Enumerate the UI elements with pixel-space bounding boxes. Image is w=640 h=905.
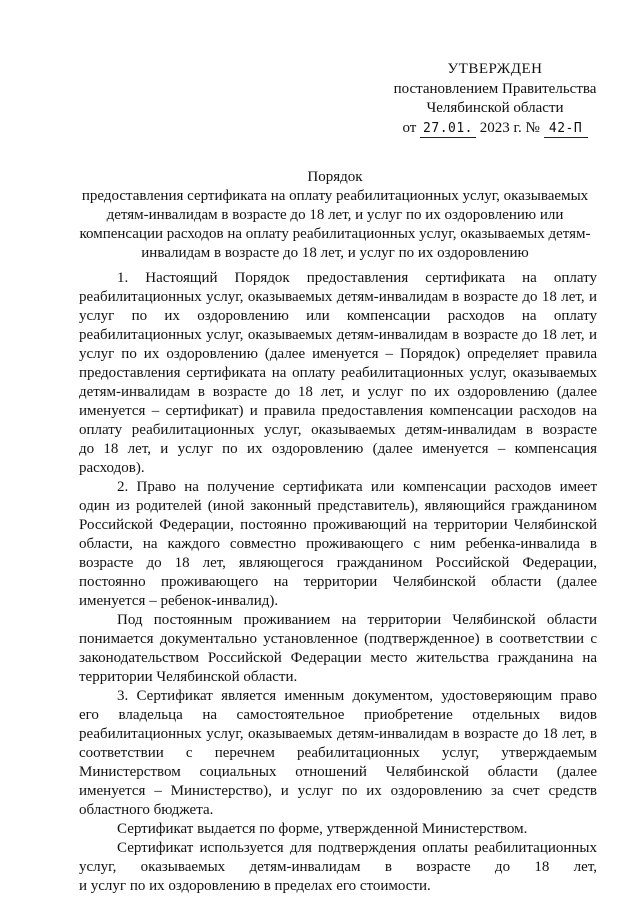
paragraph-line: услуг по их оздоровлению или компенсации расходов на оплату [79, 308, 597, 324]
paragraph-line: услуг, оказываемых детям-инвалидам в возрасте до 18 лет, [79, 859, 597, 875]
paragraph-line: Российской Федерации, постоянно проживающий на территории Челябинской [79, 517, 597, 533]
paragraph-line: именуется – сертификат) и правила предоставления компенсации расходов на [79, 403, 597, 419]
paragraph-line: предоставления сертификата на оплату реабилитационных услуг, оказываемых [79, 365, 597, 381]
paragraph-line: 1. Настоящий Порядок предоставления сертификата на оплату [117, 270, 597, 286]
paragraph-line: соответствии с перечнем реабилитационных услуг, утверждаемым [79, 745, 597, 761]
document-title [70, 168, 600, 263]
title-line: предоставления сертификата на оплату реабилитационных услуг, оказываемых [81, 188, 589, 204]
paragraph-line: области, на каждого совместно проживающего с ним ребенка-инвалида в [79, 536, 597, 552]
paragraph-line: детям-инвалидам в возрасте до 18 лет, и услуг по их оздоровлению (далее [79, 384, 597, 400]
paragraph [79, 839, 597, 896]
paragraph-line: реабилитационных услуг, оказываемых детям-инвалидам в возрасте до 18 лет, и [79, 327, 597, 343]
paragraph-line: Сертификат выдается по форме, утвержденной Министерством. [117, 821, 528, 837]
document-body [79, 269, 597, 896]
paragraph-line: Министерством социальных отношений Челябинской области (далее [79, 764, 597, 780]
paragraph-line: понимается документально установленное (подтвержденное) в соответствии с [79, 631, 597, 647]
approval-line-2: Челябинской области [426, 100, 564, 116]
paragraph [79, 820, 597, 839]
paragraph-line: 3. Сертификат является именным документом, удостоверяющим право [117, 688, 597, 704]
paragraph-line: оплату реабилитационных услуг, оказываемых детям-инвалидам в возрасте [79, 422, 597, 438]
paragraph-line: именуется – Министерство), и услуг по их оздоровлению за счет средств [79, 783, 597, 799]
decree-number: 42-П [544, 121, 588, 138]
title-line: компенсации расходов на оплату реабилитационных услуг, оказываемых детям- [79, 226, 591, 242]
paragraph-line: Сертификат используется для подтверждения оплаты реабилитационных [117, 840, 597, 856]
paragraph-line: реабилитационных услуг, оказываемых детям-инвалидам в возрасте до 18 лет, и [79, 289, 597, 305]
title-heading: Порядок [307, 169, 363, 185]
title-line: инвалидам в возрасте до 18 лет, и услуг по их оздоровлению [141, 245, 529, 261]
paragraph-line: возрасте до 18 лет, являющегося гражданином Российской Федерации, [79, 555, 597, 571]
approval-line-1: постановлением Правительства [393, 80, 597, 97]
paragraph [79, 269, 597, 478]
paragraph-line: и услуг по их оздоровлению в пределах его стоимости. [79, 878, 431, 894]
approval-heading: УТВЕРЖДЕН [447, 61, 543, 77]
paragraph-line: один из родителей (иной законный представитель), являющийся гражданином [79, 498, 597, 514]
paragraph-line: территории Челябинской области. [79, 669, 298, 685]
paragraph-line: областного бюджета. [79, 802, 214, 818]
paragraph-line: до 18 лет, и услуг по их оздоровлению (далее именуется – компенсация [79, 441, 597, 457]
paragraph-line: услуг по их оздоровлению (далее именуется – Порядок) определяет правила [79, 346, 597, 362]
paragraph-line: постоянно проживающего на территории Челябинской области (далее [79, 574, 597, 590]
paragraph [79, 687, 597, 820]
paragraph-line: реабилитационных услуг, оказываемых детям-инвалидам в возрасте до 18 лет, в [79, 726, 597, 742]
date-value: 27.01. [420, 121, 476, 138]
paragraph [79, 478, 597, 611]
approval-date-line [380, 119, 610, 139]
approval-stamp [380, 60, 610, 138]
paragraph-line: законодательством Российской Федерации место жительства гражданина на [79, 650, 597, 666]
paragraph-line: расходов). [79, 460, 145, 476]
title-line: детям-инвалидам в возрасте до 18 лет, и услуг по их оздоровлению или [106, 207, 564, 223]
paragraph [79, 611, 597, 687]
paragraph-line: Под постоянным проживанием на территории Челябинской области [117, 612, 597, 628]
date-prefix: от [402, 119, 417, 136]
date-year: 2023 г. № [479, 119, 540, 136]
paragraph-line: именуется – ребенок-инвалид). [79, 593, 279, 609]
paragraph-line: 2. Право на получение сертификата или компенсации расходов имеет [117, 479, 597, 495]
paragraph-line: его владельца на самостоятельное приобретение отдельных видов [79, 707, 597, 723]
